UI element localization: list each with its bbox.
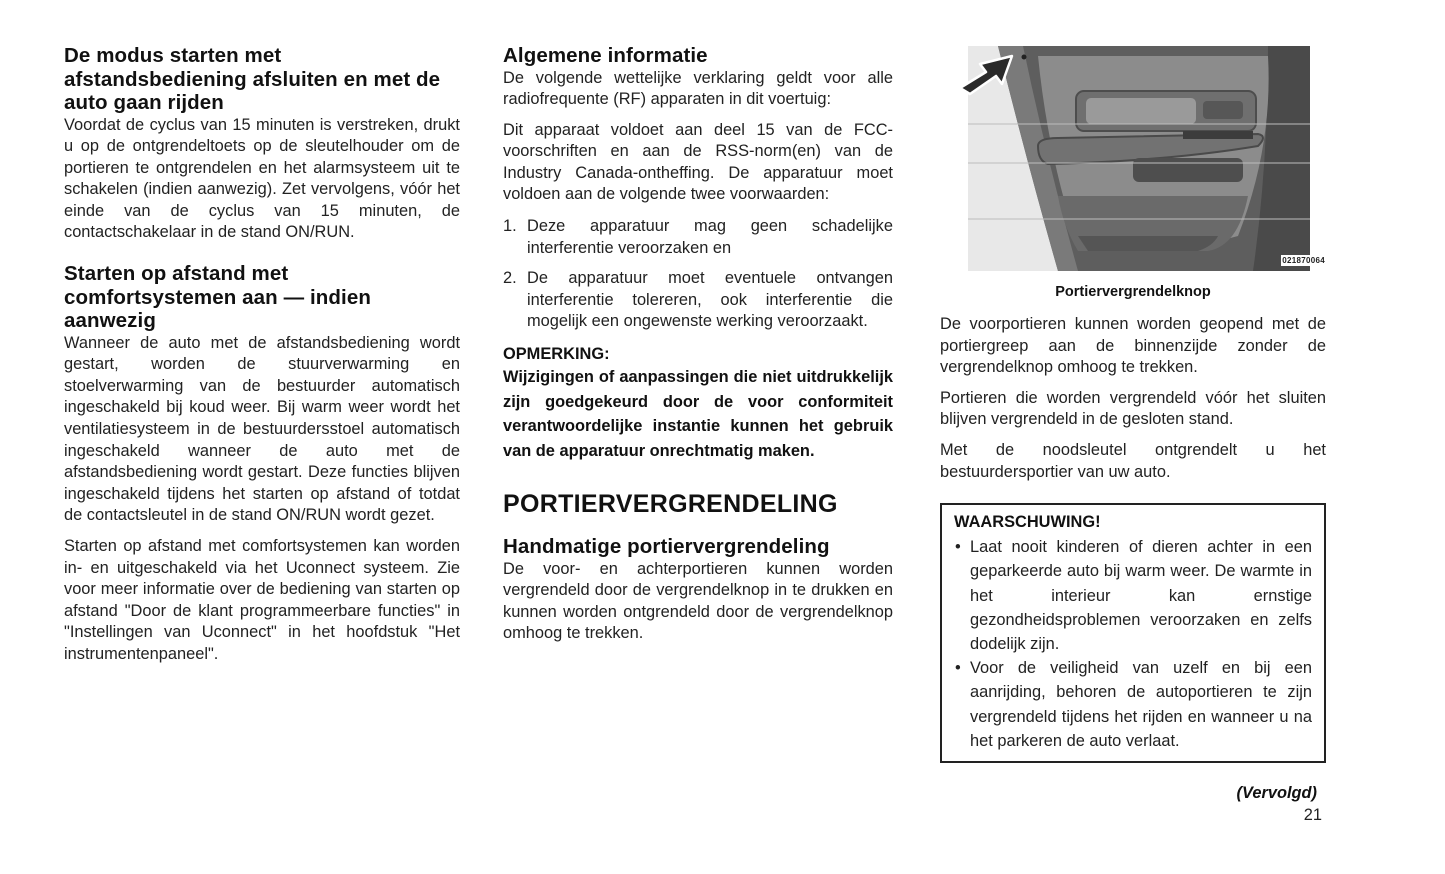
warning-text: Voor de veiligheid van uzelf en bij een aanrijding, behoren de autoportieren te zijn vergrendeld tijdens het rijden en wanneer u na het parkeren de auto verlaat. <box>970 659 1312 750</box>
figure-caption: Portiervergrendelknop <box>1055 284 1211 300</box>
warning-list <box>954 535 1312 753</box>
paragraph: De volgende wettelijke verklaring geldt voor alle radiofrequente (RF) apparaten in dit voertuig: <box>503 68 893 109</box>
section-heading: Starten op afstand met comfortsystemen aan — indien aanwezig <box>64 262 371 333</box>
conditions-list <box>503 216 893 333</box>
warning-text: Laat nooit kinderen of dieren achter in een geparkeerde auto bij warm weer. De warmte in het interieur kan ernstige gezondheidsproblemen veroorzaken en zelfs dodelijk zijn. <box>970 538 1312 653</box>
paragraph: Dit apparaat voldoet aan deel 15 van de FCC-voorschriften en aan de RSS-norm(en) van de Industry Canada-ontheffing. De apparatuur moet voldoen aan de volgende twee voorwaarden: <box>503 120 893 204</box>
door-panel-image <box>968 46 1310 271</box>
figure-id: 021870064 <box>1282 256 1325 265</box>
list-number: 2. <box>503 269 517 288</box>
paragraph: Portieren die worden vergrendeld vóór het sluiten blijven vergrendeld in de gesloten stand. <box>940 388 1326 429</box>
column-left <box>64 44 460 665</box>
bullet-icon: • <box>955 538 961 557</box>
door-lock-text <box>940 314 1326 483</box>
warning-box <box>940 503 1326 763</box>
paragraph: De voor- en achterportieren kunnen worden vergrendeld door de vergrendelknop in te drukken en kunnen worden ontgrendeld door de vergrendelknop omhoog te trekken. <box>503 559 893 643</box>
list-number: 1. <box>503 217 517 236</box>
list-item <box>503 216 893 259</box>
list-text: Deze apparatuur mag geen schadelijke interferentie veroorzaken en <box>527 217 893 257</box>
door-lock-figure <box>940 44 1326 274</box>
section-heading: Algemene informatie <box>503 44 708 67</box>
continued-label: (Vervolgd) <box>1236 784 1317 802</box>
paragraph: Met de noodsleutel ontgrendelt u het bestuurdersportier van uw auto. <box>940 440 1326 481</box>
list-text: De apparatuur moet eventuele ontvangen interferentie tolereren, ook interferentie die mogelijk een ongewenste werking veroorzaakt. <box>527 269 893 331</box>
chapter-title: PORTIERVERGRENDELING <box>503 490 838 519</box>
section-manual-door-lock <box>503 535 893 645</box>
page-number: 21 <box>1303 806 1322 824</box>
warning-title: WAARSCHUWING! <box>954 513 1101 532</box>
note-title: OPMERKING: <box>503 345 610 364</box>
section-general-information <box>503 44 893 463</box>
column-middle <box>503 44 893 645</box>
paragraph: Starten op afstand met comfortsystemen kan worden in- en uitgeschakeld via het Uconnect systeem. Zie voor meer informatie over de bediening van starten op afstand "Door de klant programmeerbare functies" in "Instellingen van Uconnect" in het hoofdstuk "Het instrumentenpaneel". <box>64 536 460 663</box>
warning-item <box>954 535 1312 656</box>
section-remote-start-comfort <box>64 262 460 665</box>
paragraph: De voorportieren kunnen worden geopend met de portiergreep aan de binnenzijde zonder de vergrendelknop omhoog te trekken. <box>940 315 1326 377</box>
section-remote-start-exit <box>64 44 460 244</box>
section-heading: Handmatige portiervergrendeling <box>503 535 830 559</box>
list-item <box>503 268 893 333</box>
note-body: Wijzigingen of aanpassingen die niet uitdrukkelijk zijn goedgekeurd door de voor conformiteit verantwoordelijke instantie kunnen het gebruik van de apparatuur onrechtmatig maken. <box>503 368 893 460</box>
section-heading: De modus starten met afstandsbediening afsluiten en met de auto gaan rijden <box>64 44 441 114</box>
column-right <box>940 44 1326 763</box>
warning-item <box>954 656 1312 753</box>
arrow-indicator-icon <box>958 50 1018 96</box>
bullet-icon: • <box>955 659 961 678</box>
paragraph: Voordat de cyclus van 15 minuten is verstreken, drukt u op de ontgrendeltoets op de sleutelhouder om de portieren te ontgrendelen en het alarmsysteem uit te schakelen (indien aanwezig). Zet vervolgens, vóór het einde van de cyclus van 15 minuten, de contactschakelaar in de stand ON/RUN. <box>64 115 460 242</box>
paragraph: Wanneer de auto met de afstandsbediening wordt gestart, worden de stuurverwarming en stoelverwarming van de bestuurder automatisch ingeschakeld bij koud weer. Bij warm weer wordt het ventilatiesysteem in de bestuurdersstoel automatisch ingeschakeld wanneer de auto met de afstandsbediening wordt gestart. Deze functies blijven ingeschakeld tijdens het starten op afstand of totdat de contactsleutel in de stand ON/RUN wordt gezet. <box>64 333 460 525</box>
